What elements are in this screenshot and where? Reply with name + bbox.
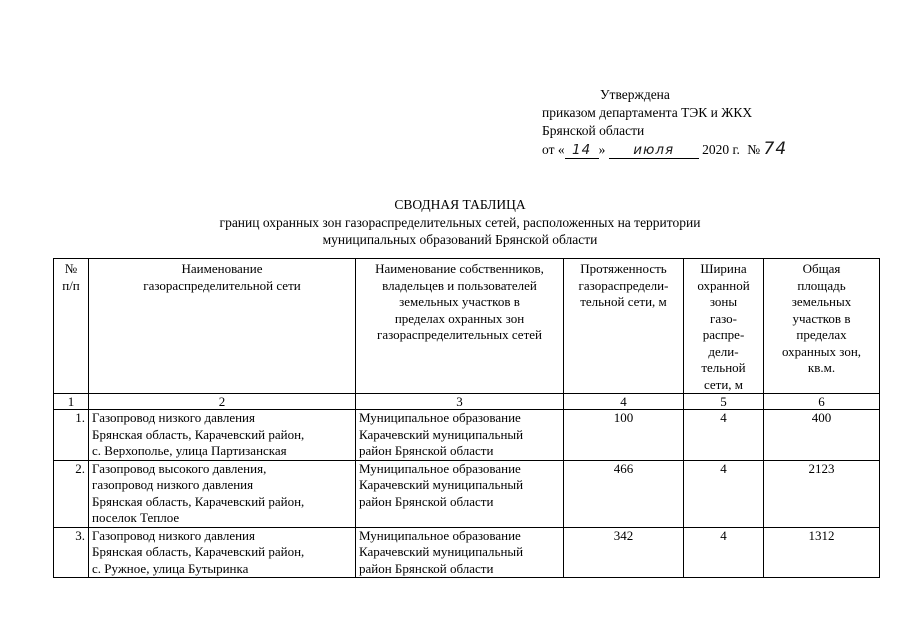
- order-number: 74: [763, 139, 788, 159]
- network-name-cell: Газопровод низкого давления Брянская область, Карачевский район, с. Верхополье, улица Партизанская: [89, 410, 356, 461]
- header-width: Ширина охранной зоны газо- распре- дели- тельной сети, м: [684, 259, 764, 394]
- owner-cell: Муниципальное образование Карачевский муниципальный район Брянской области: [356, 527, 564, 578]
- table-header-row: [54, 259, 880, 394]
- date-day: 14: [565, 143, 599, 159]
- length-cell: 342: [564, 527, 684, 578]
- column-number: 3: [356, 394, 564, 410]
- document-subtitle-line1: границ охранных зон газораспределительных сетей, расположенных на территории: [219, 214, 701, 230]
- network-name-cell: Газопровод низкого давления Брянская область, Карачевский район, с. Ружное, улица Бутыринка: [89, 527, 356, 578]
- column-number-row: [54, 394, 880, 410]
- length-cell: 100: [564, 410, 684, 461]
- width-cell: 4: [684, 527, 764, 578]
- column-number: 5: [684, 394, 764, 410]
- column-number: 4: [564, 394, 684, 410]
- approval-title: Утверждена: [600, 87, 670, 102]
- approval-region-line: Брянской области: [542, 123, 645, 138]
- document-heading: [150, 196, 770, 249]
- order-number-sign: №: [747, 142, 761, 157]
- document-title: СВОДНАЯ ТАБЛИЦА: [394, 197, 526, 212]
- area-cell: 2123: [764, 460, 880, 527]
- area-cell: 400: [764, 410, 880, 461]
- width-cell: 4: [684, 460, 764, 527]
- owner-cell: Муниципальное образование Карачевский муниципальный район Брянской области: [356, 460, 564, 527]
- document-subtitle-line2: муниципальных образований Брянской области: [322, 232, 598, 247]
- width-cell: 4: [684, 410, 764, 461]
- owner-cell: Муниципальное образование Карачевский муниципальный район Брянской области: [356, 410, 564, 461]
- header-network-name: Наименование газораспределительной сети: [89, 259, 356, 394]
- table-row: [54, 527, 880, 578]
- date-month: июля: [609, 143, 699, 159]
- row-number: 3.: [54, 527, 89, 578]
- approval-order-line: приказом департамента ТЭК и ЖКХ: [542, 105, 753, 120]
- date-year: 2020 г.: [702, 142, 740, 157]
- table-row: [54, 410, 880, 461]
- length-cell: 466: [564, 460, 684, 527]
- column-number: 1: [54, 394, 89, 410]
- row-number: 2.: [54, 460, 89, 527]
- header-owners: Наименование собственников, владельцев и пользователей земельных участков в пределах охранных зон газораспределительных сетей: [356, 259, 564, 394]
- approval-date-line: [542, 140, 872, 159]
- table-row: [54, 460, 880, 527]
- header-length: Протяженность газораспредели- тельной сети, м: [564, 259, 684, 394]
- column-number: 2: [89, 394, 356, 410]
- network-name-cell: Газопровод высокого давления, газопровод низкого давления Брянская область, Карачевский район, поселок Теплое: [89, 460, 356, 527]
- summary-table: [53, 258, 880, 578]
- column-number: 6: [764, 394, 880, 410]
- date-prefix: от «: [542, 142, 565, 157]
- header-area: Общая площадь земельных участков в пределах охранных зон, кв.м.: [764, 259, 880, 394]
- area-cell: 1312: [764, 527, 880, 578]
- approval-block: [542, 86, 872, 159]
- date-quote-close: »: [598, 142, 606, 157]
- header-number: № п/п: [54, 259, 89, 394]
- row-number: 1.: [54, 410, 89, 461]
